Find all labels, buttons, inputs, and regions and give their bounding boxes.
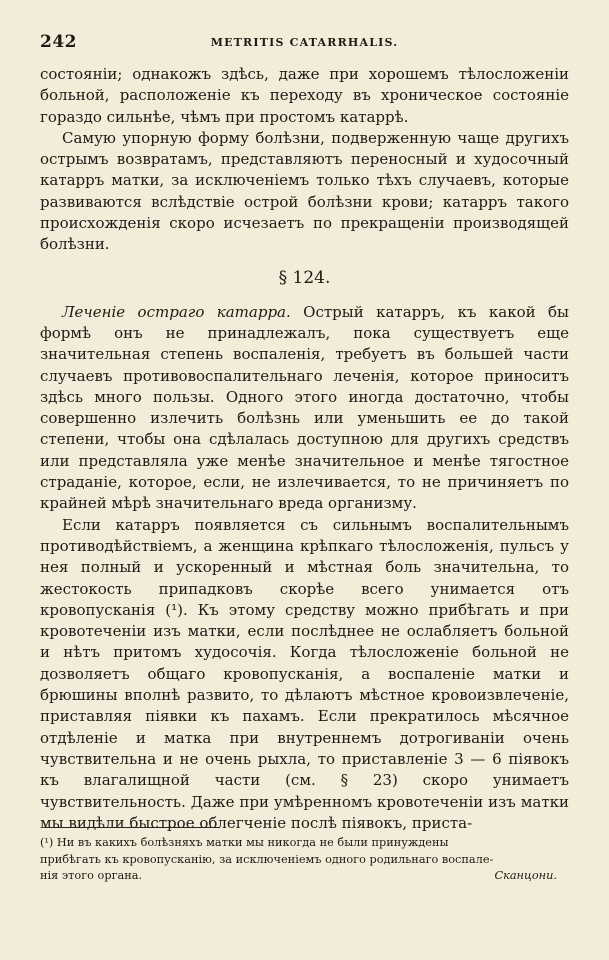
running-title: METRITIS CATARRHALIS.	[210, 36, 399, 49]
footnote-line-3: нiя этого органа.	[40, 869, 143, 882]
paragraph-4: Если катарръ появляется съ сильнымъ воспалительнымъ противодѣйствiемъ, а женщина крѣпкаго тѣлосложенiя, пульсъ у нея полный и ускоренный и мѣстная боль значительна, то жестокость припадковъ скорѣе всего унимается отъ кровопусканiя (¹). Къ этому средству можно прибѣгать и при кровотеченiи изъ матки, если послѣднее не ослабляетъ больной и нѣтъ притомъ худосочiя. Когда тѣлосложенiе больной не дозволяетъ общаго кровопусканiя, а воспаленiе матки и брюшины вполнѣ развито, то дѣлаютъ мѣстное кровоизвлеченiе, приставляя пiявки къ пахамъ. Если прекратилось мѣсячное отдѣленiе и матка при внутреннемъ дотрогиванiи очень чувствительна и не очень рыхла, то приставленiе 3 — 6 пiявокъ къ влагалищной части (см. § 23) скоро унимаетъ чувствительность. Даже при умѣренномъ кровотеченiи изъ матки мы видѣли быстрое облегченiе послѣ пiявокъ, приста-	[40, 515, 569, 832]
page-number: 242	[40, 32, 77, 52]
footnote-line-1: (¹) Ни въ какихъ болѣзняхъ матки мы никогда не были принуждены	[40, 836, 449, 849]
body-text	[40, 64, 569, 834]
running-head	[40, 32, 569, 50]
paragraph-2: Самую упорную форму болѣзни, подверженную чаще другихъ острымъ возвратамъ, представляютъ переносный и худосочный катарръ матки, за исключенiемъ только тѣхъ случаевъ, которые развиваются вслѣдствiе острой болѣзни крови; катарръ такого происхожденiя скоро исчезаетъ по прекращенiи производящей болѣзни.	[40, 128, 569, 254]
paragraph-1: состоянiи; однакожъ здѣсь, даже при хорошемъ тѣлосложенiи больной, расположенiе къ переходу въ хроническое состоянiе гораздо сильнѣе, чѣмъ при простомъ катаррѣ.	[40, 65, 569, 126]
footnote-attribution: Сканцони.	[494, 869, 557, 882]
paragraph-3	[40, 302, 569, 515]
paragraph-3-text: Острый катарръ, къ какой бы формѣ онъ не принадлежалъ, пока существуетъ еще значительная степень воспаленiя, требуетъ въ большей части случаевъ противовоспалительнаго леченiя, которое приноситъ здѣсь много пользы. Одного этого иногда достаточно, чтобы совершенно излечить болѣзнь или уменьшить ее до такой степени, чтобы она сдѣлалась доступною для другихъ средствъ или представляла уже менѣе значительное и менѣе тягостное страданiе, которое, если, не излечивается, то не причиняетъ по крайней мѣрѣ значительнаго вреда организму.	[40, 302, 569, 513]
footnote-rule	[44, 827, 220, 828]
paragraph-3-lead: Леченiе остраго катарра.	[62, 302, 291, 321]
footnote-line-2: прибѣгать къ кровопусканiю, за исключенiемъ одного родильнаго воспале-	[40, 852, 494, 866]
section-heading: § 124.	[278, 267, 331, 288]
footnote	[40, 835, 569, 885]
